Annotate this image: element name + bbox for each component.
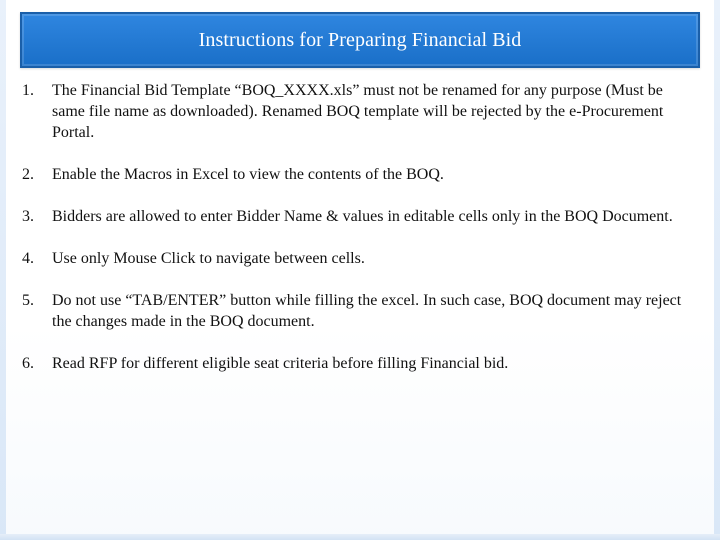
right-decorative-stripe [714, 0, 720, 540]
item-number: 4. [22, 250, 34, 267]
item-text: Use only Mouse Click to navigate between cells. [52, 250, 365, 267]
item-text: Read RFP for different eligible seat criteria before filling Financial bid. [52, 355, 509, 372]
instruction-list [22, 80, 698, 374]
left-decorative-stripe [0, 0, 6, 540]
instruction-item [22, 164, 698, 185]
item-number: 6. [22, 355, 34, 372]
instruction-item [22, 80, 698, 143]
item-number: 2. [22, 166, 34, 183]
item-text: Bidders are allowed to enter Bidder Name & values in editable cells only in the BOQ Document. [52, 208, 673, 225]
item-text: The Financial Bid Template “BOQ_XXXX.xls” must not be renamed for any purpose (Must be same file name as downloaded). Renamed BOQ template will be rejected by the e-Procurement Portal. [52, 82, 664, 141]
item-text: Do not use “TAB/ENTER” button while filling the excel. In such case, BOQ document may reject the changes made in the BOQ document. [52, 292, 682, 330]
instruction-item [22, 290, 698, 332]
bottom-decorative-bar [0, 534, 720, 540]
slide-title: Instructions for Preparing Financial Bid [198, 28, 522, 51]
title-bar [20, 12, 700, 68]
instruction-item [22, 248, 698, 269]
instruction-item [22, 353, 698, 374]
item-number: 5. [22, 292, 34, 309]
item-text: Enable the Macros in Excel to view the contents of the BOQ. [52, 166, 444, 183]
item-number: 1. [22, 82, 34, 99]
item-number: 3. [22, 208, 34, 225]
instruction-item [22, 206, 698, 227]
